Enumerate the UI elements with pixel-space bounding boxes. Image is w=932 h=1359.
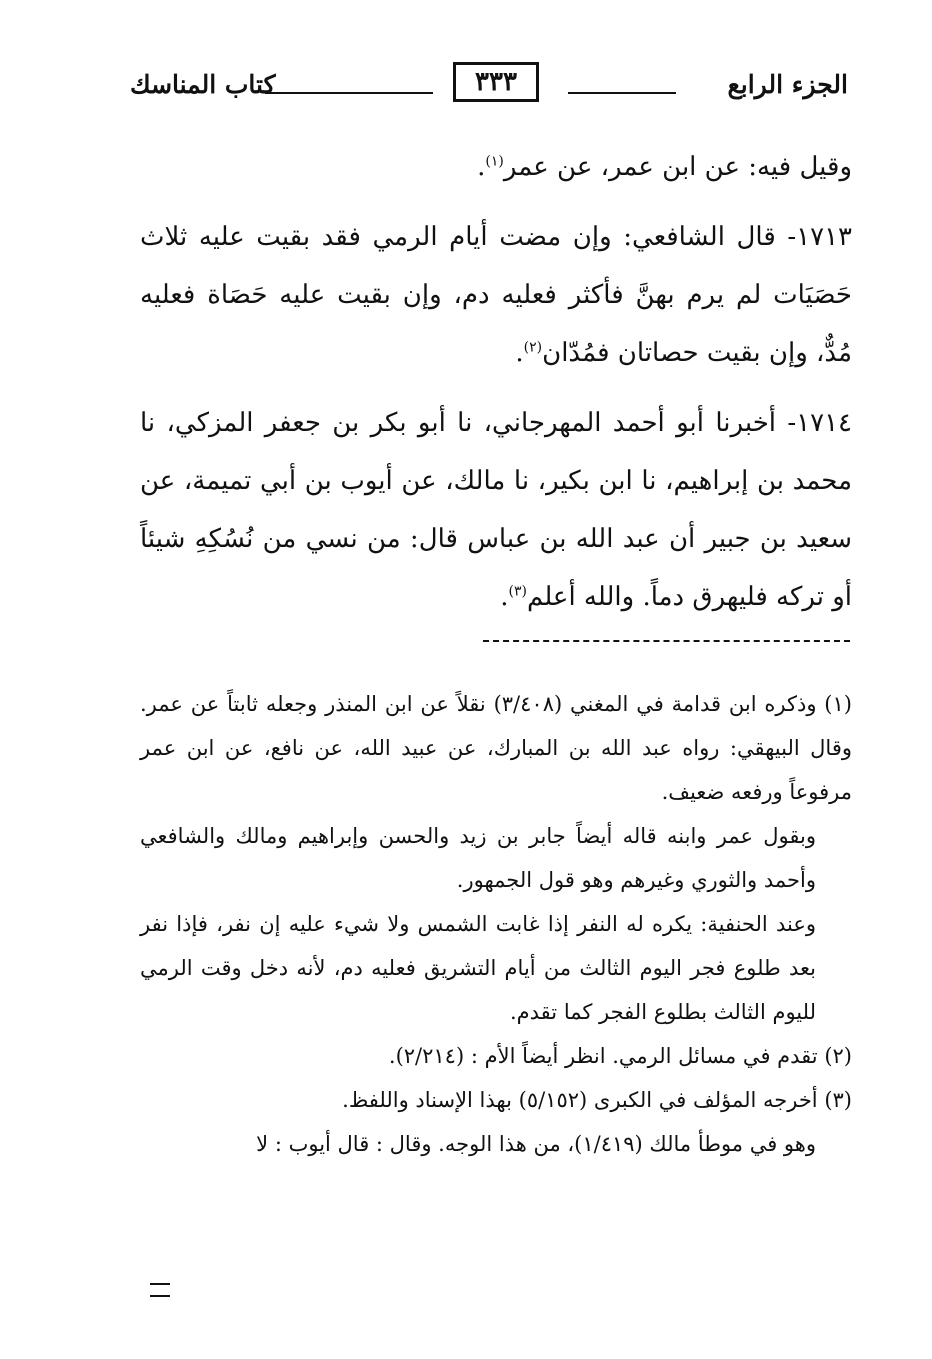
footnote: (٣) أخرجه المؤلف في الكبرى (٥/١٥٢) بهذا الإسناد واللفظ. <box>342 1088 852 1112</box>
main-text <box>140 138 852 626</box>
footnote-ref: (٢) <box>523 339 543 356</box>
footnote: وبقول عمر وابنه قاله أيضاً جابر بن زيد والحسن وإبراهيم ومالك والشافعي وأحمد والثوري وغيرهم وهو قول الجمهور. <box>140 824 816 892</box>
continuation-mark <box>150 1283 170 1297</box>
body-paragraph: ١٧١٤- أخبرنا أبو أحمد المهرجاني، نا أبو بكر بن جعفر المزكي، نا محمد بن إبراهيم، نا ابن بكير، نا مالك، عن أيوب بن أبي تميمة، عن سعيد بن جبير أن عبد الله بن عباس قال: من نسي من نُسُكِهِ شيئاً أو تركه فليهرق دماً. والله أعلم$^{(٣)}$. <box>140 408 852 612</box>
body-paragraph: وقيل فيه: عن ابن عمر، عن عمر$^{(١)}$. <box>477 152 852 182</box>
header-rule-left <box>265 92 433 94</box>
running-header <box>130 58 848 110</box>
body-paragraph: ١٧١٣- قال الشافعي: وإن مضت أيام الرمي فقد بقيت عليه ثلاث حَصَيَات لم يرم بهنَّ فأكثر فعليه دم، وإن بقيت عليه حَصَاة فعليه مُدٌّ، وإن بقيت حصاتان فمُدّان$^{(٢)}$. <box>140 222 852 368</box>
book-title: كتاب المناسك <box>130 70 276 99</box>
footnote-separator <box>483 640 850 642</box>
footnote: وهو في موطأ مالك (١/٤١٩)، من هذا الوجه. وقال : قال أيوب : لا <box>256 1132 816 1156</box>
footnotes <box>140 682 852 1166</box>
footnote-ref: (٣) <box>508 583 528 600</box>
footnote: (١) وذكره ابن قدامة في المغني (٣/٤٠٨) نقلاً عن ابن المنذر وجعله ثابتاً عن عمر. وقال البيهقي: رواه عبد الله بن المبارك، عن عبيد الله، عن نافع، عن ابن عمر مرفوعاً ورفعه ضعيف. <box>140 692 852 804</box>
page-number: ٣٣٣ <box>453 62 539 102</box>
volume-title: الجزء الرابع <box>727 70 848 99</box>
footnote: (٢) تقدم في مسائل الرمي. انظر أيضاً الأم : (٢/٢١٤). <box>388 1044 852 1068</box>
footnote-ref: (١) <box>485 153 504 170</box>
header-rule-right <box>568 92 676 94</box>
footnote: وعند الحنفية: يكره له النفر إذا غابت الشمس ولا شيء عليه إن نفر، فإذا نفر بعد طلوع فجر اليوم الثالث من أيام التشريق فعليه دم، لأنه دخل وقت الرمي لليوم الثالث بطلوع الفجر كما تقدم. <box>140 912 816 1024</box>
